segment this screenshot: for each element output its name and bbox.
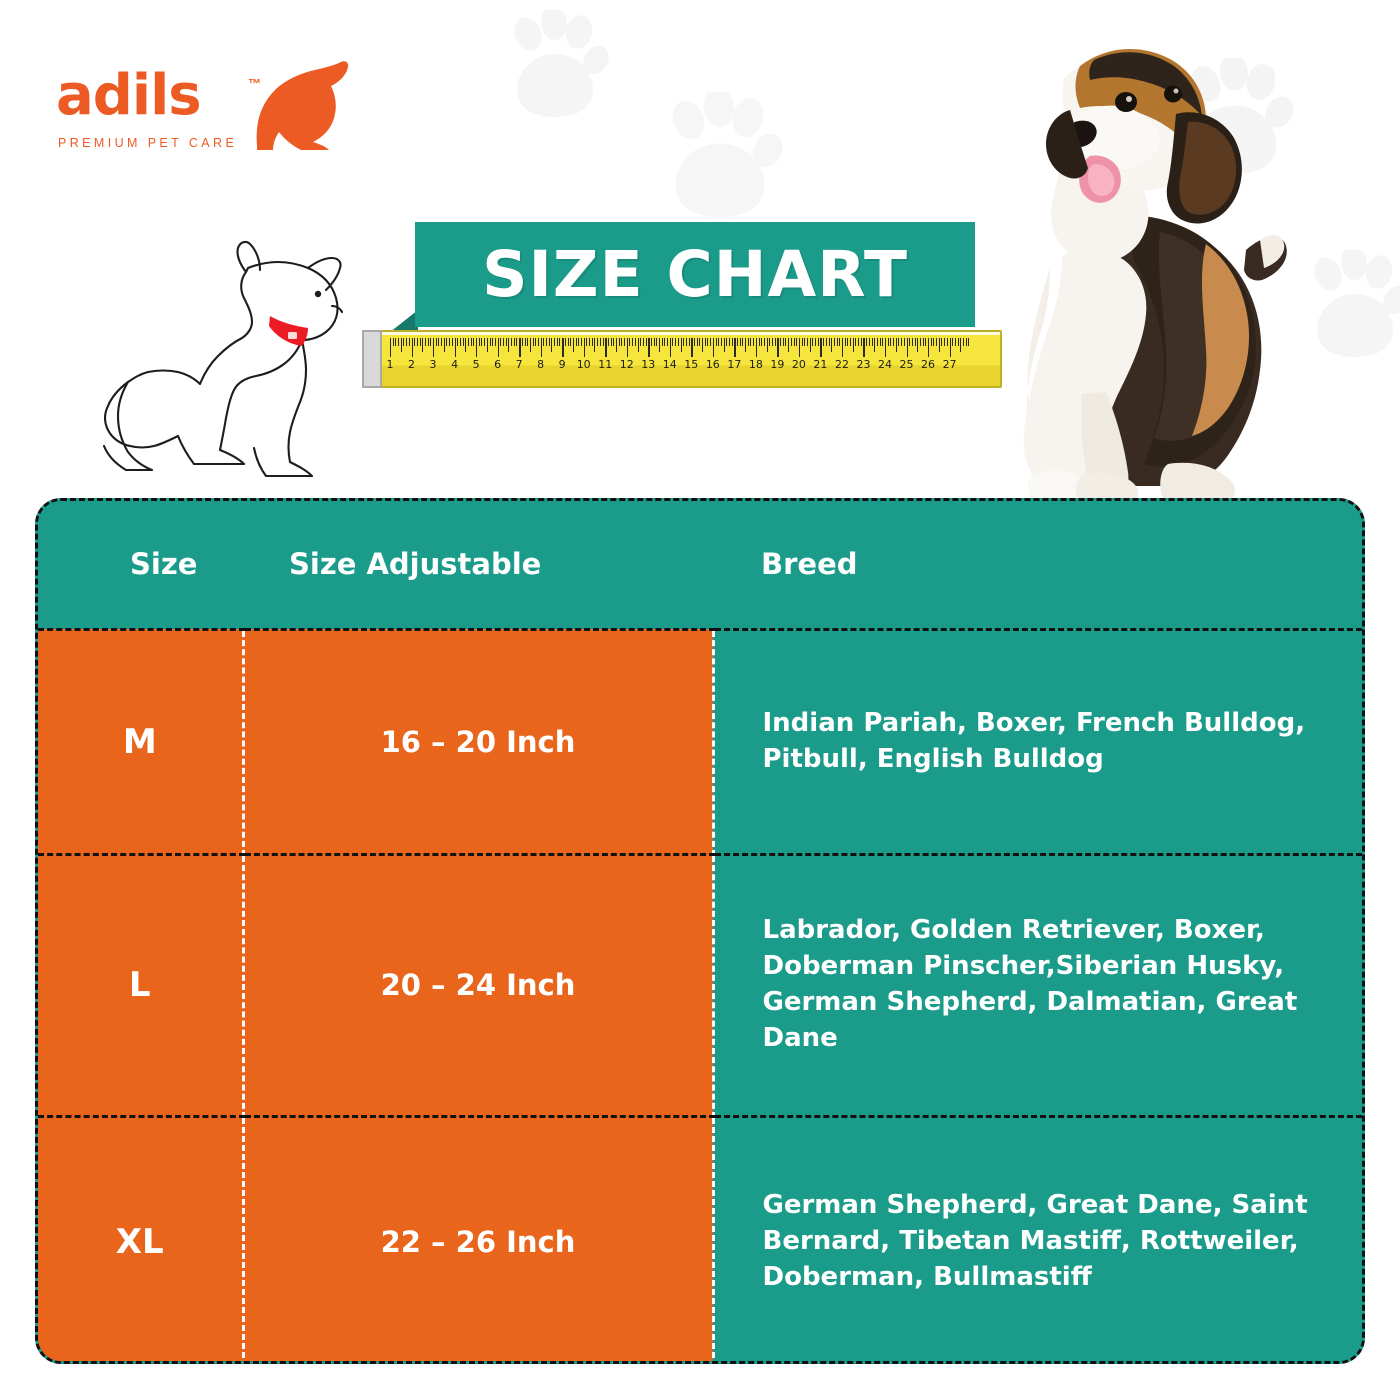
tape-tick-label: 24 bbox=[878, 358, 892, 371]
tape-tick-minor bbox=[866, 338, 867, 346]
tape-tick-minor bbox=[420, 338, 421, 346]
tape-tick-minor bbox=[882, 338, 883, 346]
tape-tick-minor bbox=[430, 338, 431, 346]
table-row bbox=[38, 854, 1362, 1116]
tape-tick-minor bbox=[901, 338, 902, 346]
dog-silhouette-icon bbox=[249, 60, 354, 160]
tape-tick-minor bbox=[638, 338, 639, 352]
tape-tick-minor bbox=[656, 338, 657, 346]
tape-tick-label: 11 bbox=[598, 358, 613, 371]
tape-tick-minor bbox=[877, 338, 878, 346]
size-chart-table bbox=[35, 498, 1365, 1364]
tape-tick-minor bbox=[543, 338, 544, 346]
trademark-mark: ™ bbox=[248, 76, 261, 91]
tape-tick-minor bbox=[925, 338, 926, 346]
tape-tick-minor bbox=[874, 338, 875, 352]
tape-tick-minor bbox=[952, 338, 953, 346]
collar-icon bbox=[269, 316, 308, 346]
tape-tick-minor bbox=[775, 338, 776, 346]
tape-tick-minor bbox=[506, 338, 507, 346]
tape-tick-label: 1 bbox=[386, 358, 394, 371]
tape-tick-minor bbox=[624, 338, 625, 346]
tape-tick-minor bbox=[672, 338, 673, 346]
tape-tick-minor bbox=[855, 338, 856, 346]
tape-tick-minor bbox=[694, 338, 695, 346]
tape-tick-major bbox=[519, 338, 520, 357]
tape-tick-minor bbox=[525, 338, 526, 346]
tape-tick-label: 25 bbox=[899, 358, 914, 371]
tape-tick-minor bbox=[716, 338, 717, 346]
tape-tick-minor bbox=[465, 338, 466, 352]
table-row bbox=[38, 1116, 1362, 1364]
tape-tick-minor bbox=[554, 338, 555, 346]
tape-tick-minor bbox=[635, 338, 636, 346]
tape-tick-minor bbox=[896, 338, 897, 352]
tape-tick-minor bbox=[578, 338, 579, 346]
tape-tick-minor bbox=[401, 338, 402, 352]
tape-tick-label: 26 bbox=[921, 358, 936, 371]
tape-tick-minor bbox=[804, 338, 805, 346]
tape-tick-minor bbox=[535, 338, 536, 346]
tape-tick-minor bbox=[737, 338, 738, 346]
tape-tick-major bbox=[476, 338, 477, 357]
cell-size: M bbox=[38, 629, 243, 854]
tape-tick-major bbox=[885, 338, 886, 357]
tape-tick-minor bbox=[500, 338, 501, 346]
tape-tick-minor bbox=[449, 338, 450, 346]
tape-tick-minor bbox=[890, 338, 891, 346]
column-header-breed: Breed bbox=[713, 501, 1362, 629]
tape-tick-minor bbox=[568, 338, 569, 346]
tape-tick-minor bbox=[683, 338, 684, 346]
table-header-row bbox=[38, 501, 1362, 629]
tape-tick-minor bbox=[772, 338, 773, 346]
tape-tick-minor bbox=[452, 338, 453, 346]
tape-tick-minor bbox=[600, 338, 601, 346]
tape-tick-label: 20 bbox=[791, 358, 806, 371]
tape-tick-minor bbox=[807, 338, 808, 346]
tape-tick-minor bbox=[794, 338, 795, 346]
tape-tick-minor bbox=[796, 338, 797, 346]
tape-tick-minor bbox=[616, 338, 617, 352]
tape-tick-minor bbox=[726, 338, 727, 346]
tape-tick-minor bbox=[678, 338, 679, 346]
tape-tick-minor bbox=[893, 338, 894, 346]
tape-tick-minor bbox=[818, 338, 819, 346]
tape-tick-major bbox=[627, 338, 628, 357]
tape-tick-major bbox=[713, 338, 714, 357]
tape-tick-minor bbox=[495, 338, 496, 346]
tape-tick-minor bbox=[939, 338, 940, 352]
tape-tick-minor bbox=[702, 338, 703, 352]
tape-tick-major bbox=[863, 338, 864, 357]
tape-tick-minor bbox=[898, 338, 899, 346]
tape-tick-minor bbox=[589, 338, 590, 346]
tape-tick-major bbox=[412, 338, 413, 357]
tape-tick-minor bbox=[664, 338, 665, 346]
tape-tick-minor bbox=[845, 338, 846, 346]
tape-tick-minor bbox=[651, 338, 652, 346]
tape-tick-minor bbox=[686, 338, 687, 346]
tape-tick-minor bbox=[395, 338, 396, 346]
size-chart-banner bbox=[415, 222, 975, 327]
tape-tick-minor bbox=[742, 338, 743, 346]
tape-tick-minor bbox=[487, 338, 488, 352]
tape-tick-minor bbox=[675, 338, 676, 346]
tape-tick-minor bbox=[646, 338, 647, 346]
tape-tick-minor bbox=[538, 338, 539, 346]
tape-tick-minor bbox=[393, 338, 394, 346]
tape-tick-minor bbox=[457, 338, 458, 346]
tape-tick-minor bbox=[785, 338, 786, 346]
tape-tick-major bbox=[670, 338, 671, 357]
tape-tick-minor bbox=[960, 338, 961, 352]
paw-print-icon bbox=[500, 10, 610, 130]
tape-tick-minor bbox=[473, 338, 474, 346]
tape-tick-minor bbox=[597, 338, 598, 346]
tape-tick-minor bbox=[707, 338, 708, 346]
tape-tick-minor bbox=[492, 338, 493, 346]
tape-tick-minor bbox=[667, 338, 668, 346]
tape-tick-minor bbox=[409, 338, 410, 346]
tape-tick-minor bbox=[853, 338, 854, 352]
tape-tick-major bbox=[928, 338, 929, 357]
tape-tick-minor bbox=[745, 338, 746, 352]
tape-tick-minor bbox=[923, 338, 924, 346]
tape-tick-minor bbox=[446, 338, 447, 346]
page-title: SIZE CHART bbox=[482, 238, 908, 311]
tape-tick-minor bbox=[718, 338, 719, 346]
tape-tick-minor bbox=[915, 338, 916, 346]
paw-print-icon bbox=[655, 92, 785, 232]
tape-tick-minor bbox=[769, 338, 770, 346]
cell-size-adjustable: 20 – 24 Inch bbox=[243, 854, 713, 1116]
tape-tick-minor bbox=[837, 338, 838, 346]
tape-tick-label: 10 bbox=[576, 358, 591, 371]
tape-tick-major bbox=[562, 338, 563, 357]
tape-tick-minor bbox=[764, 338, 765, 346]
tape-tick-minor bbox=[947, 338, 948, 346]
tape-tick-minor bbox=[955, 338, 956, 346]
tape-tick-minor bbox=[880, 338, 881, 346]
tape-tick-minor bbox=[608, 338, 609, 346]
tape-tick-minor bbox=[425, 338, 426, 346]
tape-tick-minor bbox=[398, 338, 399, 346]
tape-tick-minor bbox=[681, 338, 682, 352]
tape-tick-minor bbox=[530, 338, 531, 352]
tape-tick-minor bbox=[570, 338, 571, 346]
tape-tick-minor bbox=[654, 338, 655, 346]
tape-tick-minor bbox=[968, 338, 969, 346]
tape-tick-label: 18 bbox=[748, 358, 763, 371]
tape-tick-minor bbox=[522, 338, 523, 346]
tape-tick-minor bbox=[697, 338, 698, 346]
tape-tick-minor bbox=[444, 338, 445, 352]
tape-tick-minor bbox=[931, 338, 932, 346]
tape-tick-minor bbox=[619, 338, 620, 346]
tape-tick-minor bbox=[460, 338, 461, 346]
tape-tick-label: 16 bbox=[705, 358, 720, 371]
tape-tick-minor bbox=[559, 338, 560, 346]
tape-tick-major bbox=[541, 338, 542, 357]
tape-tick-label: 2 bbox=[408, 358, 416, 371]
tape-tick-minor bbox=[944, 338, 945, 346]
tape-tick-minor bbox=[549, 338, 550, 346]
tape-tick-major bbox=[390, 338, 391, 357]
tape-tick-label: 21 bbox=[813, 358, 828, 371]
tape-tick-minor bbox=[527, 338, 528, 346]
tape-tick-minor bbox=[689, 338, 690, 346]
table-row bbox=[38, 629, 1362, 854]
tape-tick-minor bbox=[438, 338, 439, 346]
tape-tick-label: 27 bbox=[942, 358, 957, 371]
tape-tick-minor bbox=[858, 338, 859, 346]
tape-tick-minor bbox=[750, 338, 751, 346]
tape-tick-minor bbox=[463, 338, 464, 346]
cell-breed: German Shepherd, Great Dane, Saint Bernard, Tibetan Mastiff, Rottweiler, Doberman, Bullmastiff bbox=[713, 1116, 1362, 1364]
tape-tick-minor bbox=[861, 338, 862, 346]
tape-tick-minor bbox=[912, 338, 913, 346]
tape-tick-minor bbox=[810, 338, 811, 352]
tape-tick-minor bbox=[788, 338, 789, 352]
tape-tick-major bbox=[605, 338, 606, 357]
tape-tick-label: 17 bbox=[727, 358, 742, 371]
tape-tick-minor bbox=[611, 338, 612, 346]
tape-tick-minor bbox=[839, 338, 840, 346]
tape-tick-minor bbox=[761, 338, 762, 346]
cell-size: L bbox=[38, 854, 243, 1116]
tape-tick-minor bbox=[417, 338, 418, 346]
tape-tick-minor bbox=[508, 338, 509, 352]
tape-tick-minor bbox=[428, 338, 429, 346]
tape-tick-minor bbox=[422, 338, 423, 352]
tape-tick-minor bbox=[767, 338, 768, 352]
tape-tick-minor bbox=[812, 338, 813, 346]
dog-outline-with-collar-icon bbox=[70, 240, 360, 505]
tape-tick-major bbox=[950, 338, 951, 357]
tape-tick-label: 5 bbox=[472, 358, 480, 371]
beagle-photo bbox=[930, 18, 1290, 518]
tape-tick-major bbox=[433, 338, 434, 357]
tape-tick-minor bbox=[729, 338, 730, 346]
tape-tick-minor bbox=[834, 338, 835, 346]
tape-tick-minor bbox=[613, 338, 614, 346]
tape-tick-minor bbox=[403, 338, 404, 346]
tape-tick-label: 8 bbox=[537, 358, 545, 371]
tape-tick-minor bbox=[850, 338, 851, 346]
column-header-size-adjustable: Size Adjustable bbox=[243, 501, 713, 629]
tape-tick-label: 4 bbox=[451, 358, 459, 371]
tape-tick-minor bbox=[936, 338, 937, 346]
tape-tick-minor bbox=[557, 338, 558, 346]
tape-tick-minor bbox=[406, 338, 407, 346]
tape-tick-label: 13 bbox=[641, 358, 656, 371]
tape-tick-minor bbox=[831, 338, 832, 352]
tape-tick-minor bbox=[920, 338, 921, 346]
tape-tick-minor bbox=[815, 338, 816, 346]
tape-tick-major bbox=[799, 338, 800, 357]
tape-tick-label: 19 bbox=[770, 358, 785, 371]
tape-tick-major bbox=[455, 338, 456, 357]
brand-tagline: PREMIUM PET CARE bbox=[58, 136, 238, 150]
tape-tick-minor bbox=[705, 338, 706, 346]
tape-tick-minor bbox=[594, 338, 595, 352]
tape-tick-major bbox=[734, 338, 735, 357]
tape-tick-minor bbox=[643, 338, 644, 346]
tape-tick-major bbox=[648, 338, 649, 357]
tape-tick-major bbox=[498, 338, 499, 357]
tape-tick-label: 23 bbox=[856, 358, 871, 371]
tape-tick-minor bbox=[847, 338, 848, 346]
tape-tick-major bbox=[777, 338, 778, 357]
column-header-size: Size bbox=[38, 501, 243, 629]
tape-tick-major bbox=[907, 338, 908, 357]
tape-tick-label: 14 bbox=[662, 358, 677, 371]
tape-tick-minor bbox=[621, 338, 622, 346]
tape-tick-major bbox=[584, 338, 585, 357]
tape-tick-minor bbox=[484, 338, 485, 346]
tape-tick-minor bbox=[933, 338, 934, 346]
tape-tick-minor bbox=[414, 338, 415, 346]
tape-tick-minor bbox=[551, 338, 552, 352]
brand-logo bbox=[52, 58, 352, 168]
tape-tick-minor bbox=[721, 338, 722, 346]
brand-wordmark: adils bbox=[56, 63, 201, 128]
tape-tick-minor bbox=[490, 338, 491, 346]
tape-tick-minor bbox=[699, 338, 700, 346]
cell-breed: Labrador, Golden Retriever, Boxer, Doberman Pinscher,Siberian Husky, German Shepherd, Dalmatian, Great Dane bbox=[713, 854, 1362, 1116]
tape-tick-minor bbox=[565, 338, 566, 346]
tape-tick-minor bbox=[640, 338, 641, 346]
tape-tick-minor bbox=[662, 338, 663, 346]
tape-tick-minor bbox=[748, 338, 749, 346]
tape-tick-minor bbox=[632, 338, 633, 346]
tape-tick-minor bbox=[941, 338, 942, 346]
cell-breed: Indian Pariah, Boxer, French Bulldog, Pitbull, English Bulldog bbox=[713, 629, 1362, 854]
tape-tick-minor bbox=[826, 338, 827, 346]
tape-tick-minor bbox=[872, 338, 873, 346]
tape-tick-minor bbox=[829, 338, 830, 346]
tape-tick-minor bbox=[511, 338, 512, 346]
tape-tick-minor bbox=[514, 338, 515, 346]
tape-tick-minor bbox=[546, 338, 547, 346]
tape-tick-minor bbox=[740, 338, 741, 346]
tape-tick-minor bbox=[710, 338, 711, 346]
tape-tick-major bbox=[842, 338, 843, 357]
tape-tick-minor bbox=[479, 338, 480, 346]
tape-tick-minor bbox=[783, 338, 784, 346]
tape-tick-minor bbox=[471, 338, 472, 346]
tape-tick-minor bbox=[917, 338, 918, 352]
paw-print-icon bbox=[1300, 250, 1400, 370]
tape-tick-minor bbox=[753, 338, 754, 346]
tape-tick-label: 3 bbox=[429, 358, 437, 371]
tape-tick-minor bbox=[869, 338, 870, 346]
tape-tick-minor bbox=[481, 338, 482, 346]
tape-tick-minor bbox=[724, 338, 725, 352]
tape-tick-minor bbox=[468, 338, 469, 346]
tape-tick-minor bbox=[966, 338, 967, 346]
tape-tick-minor bbox=[533, 338, 534, 346]
tape-tick-minor bbox=[958, 338, 959, 346]
tape-tick-major bbox=[756, 338, 757, 357]
tape-tick-minor bbox=[780, 338, 781, 346]
tape-tick-minor bbox=[659, 338, 660, 352]
cell-size: XL bbox=[38, 1116, 243, 1364]
cell-size-adjustable: 16 – 20 Inch bbox=[243, 629, 713, 854]
tape-tick-minor bbox=[732, 338, 733, 346]
tape-tick-minor bbox=[516, 338, 517, 346]
tape-tick-minor bbox=[963, 338, 964, 346]
tape-tick-label: 12 bbox=[619, 358, 634, 371]
tape-tick-minor bbox=[586, 338, 587, 346]
tape-tick-minor bbox=[904, 338, 905, 346]
tape-tick-label: 6 bbox=[494, 358, 502, 371]
tape-tick-minor bbox=[436, 338, 437, 346]
tape-tick-minor bbox=[581, 338, 582, 346]
tape-tick-minor bbox=[759, 338, 760, 346]
tape-tick-major bbox=[691, 338, 692, 357]
tape-tick-major bbox=[820, 338, 821, 357]
tape-end-cap bbox=[362, 330, 382, 388]
cell-size-adjustable: 22 – 26 Inch bbox=[243, 1116, 713, 1364]
tape-tick-label: 15 bbox=[684, 358, 699, 371]
tape-tick-minor bbox=[802, 338, 803, 346]
tape-tick-minor bbox=[791, 338, 792, 346]
tape-tick-label: 9 bbox=[558, 358, 566, 371]
tape-tick-label: 22 bbox=[834, 358, 849, 371]
tape-tick-minor bbox=[592, 338, 593, 346]
tape-tick-minor bbox=[823, 338, 824, 346]
tape-tick-minor bbox=[576, 338, 577, 346]
tape-tick-minor bbox=[909, 338, 910, 346]
tape-tick-minor bbox=[603, 338, 604, 346]
tape-tick-minor bbox=[629, 338, 630, 346]
tape-tick-minor bbox=[441, 338, 442, 346]
measuring-tape-icon bbox=[362, 330, 1002, 388]
tape-tick-minor bbox=[573, 338, 574, 352]
tape-tick-minor bbox=[503, 338, 504, 346]
tape-tick-label: 7 bbox=[515, 358, 523, 371]
tape-tick-minor bbox=[888, 338, 889, 346]
